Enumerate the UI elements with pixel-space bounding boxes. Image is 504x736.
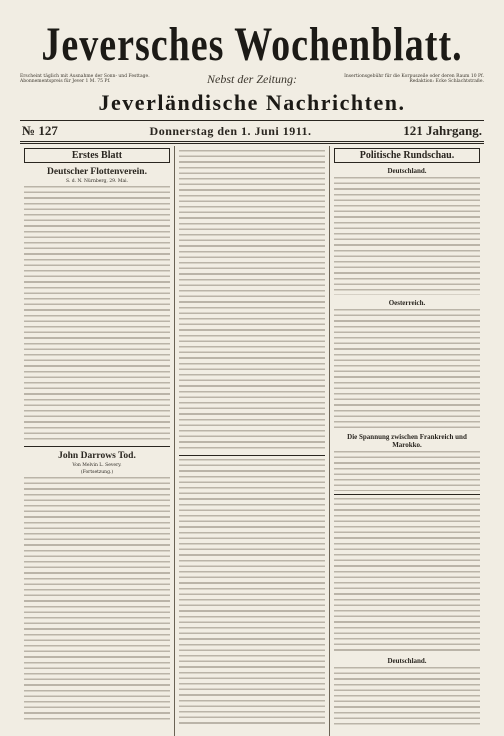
- story-byline: Von Melvin L. Severy.: [72, 463, 122, 468]
- column-separator: [179, 455, 325, 456]
- column-separator: [24, 446, 170, 447]
- article-text-block: [179, 150, 325, 452]
- article-text-block: [24, 186, 170, 443]
- masthead-subrow: [20, 71, 484, 86]
- fleet-association-title: Deutscher Flottenverein.: [47, 167, 147, 177]
- column-3: [330, 146, 484, 736]
- column-1: [20, 146, 175, 736]
- story-title: John Darrows Tod.: [58, 451, 136, 461]
- story-text-block: [179, 459, 325, 727]
- masthead-title: Jeversches Wochenblatt.: [41, 18, 463, 72]
- fleet-association-byline: S. d. N. Nürnberg, 29. Mai.: [65, 179, 129, 184]
- story-text-block: [334, 667, 480, 727]
- first-sheet-header: Erstes Blatt: [24, 148, 170, 163]
- masthead-right-note: Insertionsgebühr für die Korpuszeile oder deren Raum 10 Pf. Redaktion: Ecke Schlachtstraße.: [344, 74, 484, 84]
- austria-section-title: Oesterreich.: [388, 299, 426, 307]
- columns: [20, 146, 484, 736]
- france-morocco-section-title: Die Spannung zwischen Frankreich und Marokko.: [347, 433, 467, 449]
- article-text-block: [334, 177, 480, 295]
- article-text-block: [334, 451, 480, 491]
- issue-number: № 127: [22, 123, 58, 138]
- dateline-rule: [20, 141, 484, 142]
- column-2: [175, 146, 330, 736]
- masthead-subtitle: Jeverländische Nachrichten.: [98, 90, 406, 115]
- story-subtitle: (Fortsetzung.): [80, 470, 114, 475]
- dateline: [20, 121, 484, 141]
- political-review-header: Politische Rundschau.: [334, 148, 480, 163]
- column-separator: [334, 494, 480, 495]
- dateline-rule-thin: [20, 143, 484, 144]
- masthead-left-note: Erscheint täglich mit Ausnahme der Sonn- und Festtage. Abonnementspreis für Jever 1 M. 75 Pf.: [20, 74, 150, 84]
- masthead-middle: Nebst der Zeitung:: [207, 71, 297, 86]
- issue-date: Donnerstag den 1. Juni 1911.: [149, 123, 312, 138]
- germany-section-title: Deutschland.: [387, 167, 427, 175]
- story-text-block: [334, 498, 480, 653]
- story-text-block: [24, 477, 170, 722]
- article-text-block: [334, 309, 480, 429]
- germany-section-title-2: Deutschland.: [387, 657, 427, 665]
- volume-number: 121 Jahrgang.: [403, 123, 482, 138]
